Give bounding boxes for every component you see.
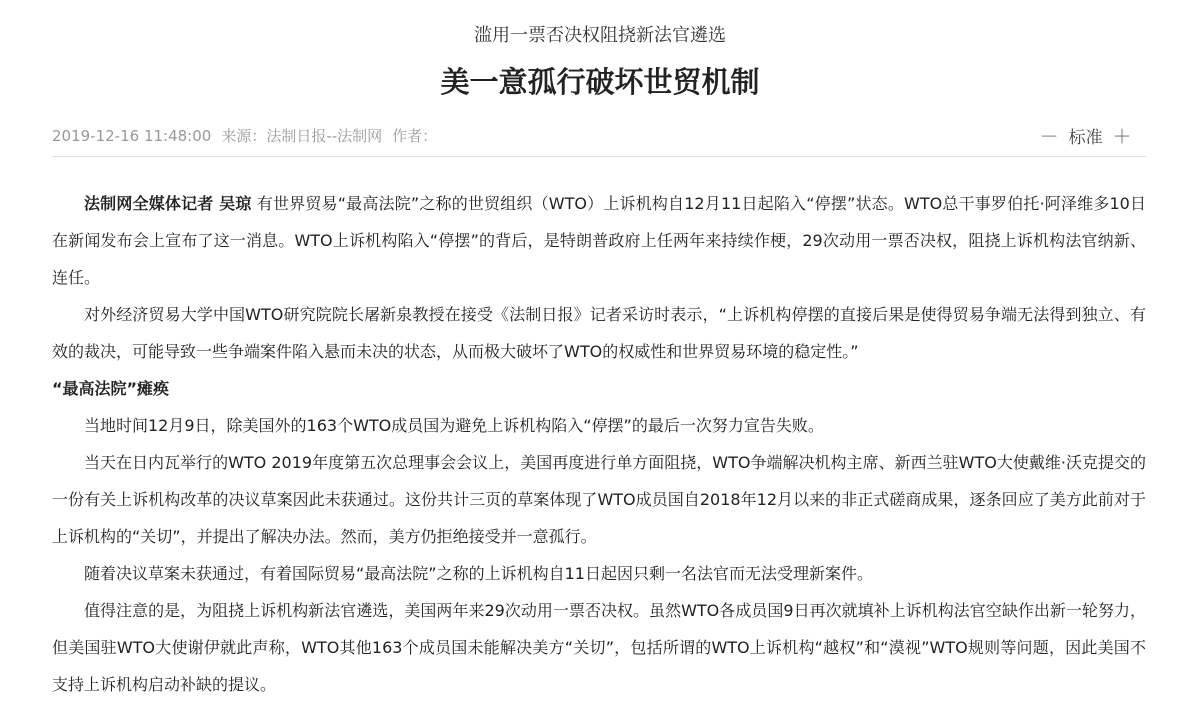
font-increase-button[interactable]: ＋ [1112,126,1132,148]
article-paragraph: 值得注意的是，为阻挠上诉机构新法官遴选，美国两年来29次动用一票否决权。虽然WTO各成员国9日再次就填补上诉机构法官空缺作出新一轮努力，但美国驻WTO大使谢伊就此声称，WTO其他163个成员国未能解决美方“关切”，包括所谓的WTO上诉机构“越权”和“漠视”WTO规则等问题，因此美国不支持上诉机构启动补缺的提议。 [52,601,1146,694]
article-paragraph [52,185,1146,296]
article-subheading: “最高法院”瘫痪 [52,379,170,398]
reporter-byline: 法制网全媒体记者 吴琼 [84,194,252,213]
article-body [52,185,1146,703]
article-paragraph: 当地时间12月9日，除美国外的163个WTO成员国为避免上诉机构陷入“停摆”的最后一次努力宣告失败。 [84,416,824,435]
paragraph-text: 有世界贸易“最高法院”之称的世贸组织（WTO）上诉机构自12月11日起陷入“停摆”状态。WTO总干事罗伯托·阿泽维多10日在新闻发布会上宣布了这一消息。WTO上诉机构陷入“停摆”的背后，是特朗普政府上任两年来持续作梗，29次动用一票否决权，阻挠上诉机构法官纳新、连任。 [52,194,1146,287]
article-meta [52,124,445,148]
article-kicker: 滥用一票否决权阻挠新法官遴选 [474,25,726,46]
font-size-control [1039,124,1132,151]
article-meta-bar [52,124,1146,157]
article-paragraph: 当天在日内瓦举行的WTO 2019年度第五次总理事会会议上，美国再度进行单方面阻挠，WTO争端解决机构主席、新西兰驻WTO大使戴维·沃克提交的一份有关上诉机构改革的决议草案因此未获通过。这份共计三页的草案体现了WTO成员国自2018年12月以来的非正式磋商成果，逐条回应了美方此前对于上诉机构的“关切”，并提出了解决办法。然而，美方仍拒绝接受并一意孤行。 [52,453,1146,546]
article-paragraph: 随着决议草案未获通过，有着国际贸易“最高法院”之称的上诉机构自11日起因只剩一名法官而无法受理新案件。 [84,564,873,583]
article-title: 美一意孤行破坏世贸机制 [440,65,760,99]
publish-datetime: 2019-12-16 11:48:00 [52,127,212,145]
article-paragraph: 对外经济贸易大学中国WTO研究院院长屠新泉教授在接受《法制日报》记者采访时表示，“上诉机构停摆的直接后果是使得贸易争端无法得到独立、有效的裁决，可能导致一些争端案件陷入悬而未决的状态，从而极大破坏了WTO的权威性和世界贸易环境的稳定性。” [52,305,1146,361]
font-size-label[interactable]: 标准 [1068,128,1103,148]
article-source: 来源：法制日报--法制网 [221,127,383,145]
font-decrease-button[interactable]: － [1039,126,1059,148]
article-author: 作者： [392,127,438,145]
